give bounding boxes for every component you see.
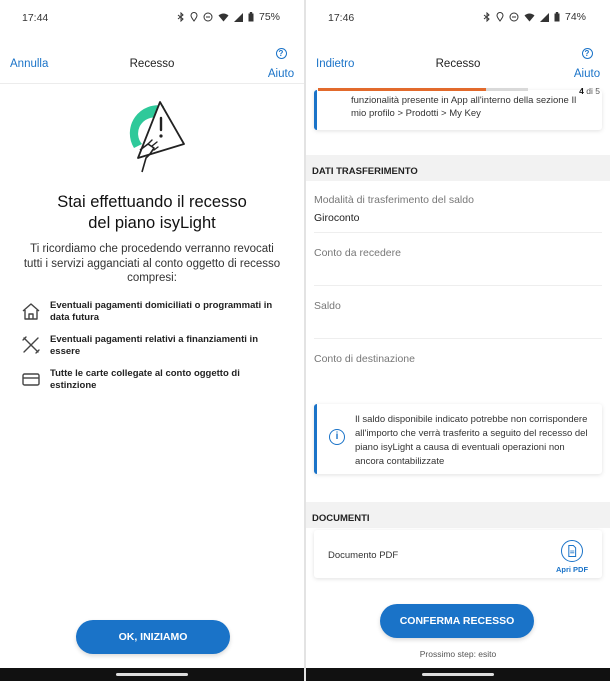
battery-icon bbox=[554, 12, 560, 22]
field-destination-account bbox=[314, 353, 602, 365]
feature-text: Eventuali pagamenti relativi a finanziamenti in essere bbox=[50, 334, 258, 357]
minus-circle-icon bbox=[203, 12, 213, 22]
help-icon: ? bbox=[276, 48, 287, 59]
wifi-icon bbox=[218, 13, 229, 22]
help-label: Aiuto bbox=[267, 68, 295, 80]
step-total: di 5 bbox=[586, 86, 600, 96]
card-icon bbox=[20, 368, 42, 390]
field-label: Saldo bbox=[314, 300, 341, 312]
status-icons bbox=[177, 11, 280, 23]
step-current: 4 bbox=[579, 86, 584, 96]
confirm-withdrawal-button[interactable]: CONFERMA RECESSO bbox=[380, 604, 534, 638]
status-time: 17:46 bbox=[328, 12, 355, 24]
location-icon bbox=[496, 12, 504, 22]
feature-item bbox=[20, 300, 284, 324]
wifi-icon bbox=[524, 13, 535, 22]
open-pdf-label: Apri PDF bbox=[555, 565, 589, 574]
field-divider bbox=[314, 232, 602, 233]
feature-text: Tutte le carte collegate al conto oggetto di estinzione bbox=[50, 368, 240, 391]
intro-title-line2: del piano isyLight bbox=[88, 214, 216, 232]
system-nav-bar bbox=[306, 668, 610, 681]
warning-illustration bbox=[124, 98, 188, 178]
intro-title-line1: Stai effettuando il recesso bbox=[57, 193, 247, 211]
document-card bbox=[314, 530, 602, 578]
nav-bar bbox=[0, 36, 304, 84]
home-indicator[interactable] bbox=[116, 673, 188, 676]
battery-icon bbox=[248, 12, 254, 22]
field-divider bbox=[314, 285, 602, 286]
bluetooth-icon bbox=[177, 12, 185, 22]
progress-fill bbox=[318, 88, 486, 91]
house-icon bbox=[20, 300, 42, 322]
system-nav-bar bbox=[0, 668, 304, 681]
minus-circle-icon bbox=[509, 12, 519, 22]
battery-level: 74% bbox=[564, 11, 586, 23]
field-label: Modalità di trasferimento del saldo bbox=[314, 194, 474, 206]
page-title: Recesso bbox=[129, 58, 175, 70]
field-divider bbox=[314, 338, 602, 339]
status-icons bbox=[483, 11, 586, 23]
info-top-text: funzionalità presente in App all'interno della sezione Il mio profilo > Prodotti > My Key bbox=[351, 95, 577, 119]
field-account-to-close bbox=[314, 247, 602, 259]
status-time: 17:44 bbox=[22, 12, 49, 24]
nav-bar bbox=[306, 36, 610, 84]
back-button[interactable]: Indietro bbox=[316, 58, 355, 70]
intro-title bbox=[20, 192, 284, 234]
home-indicator[interactable] bbox=[422, 673, 494, 676]
field-label: Conto da recedere bbox=[314, 247, 401, 259]
field-transfer-mode bbox=[314, 194, 602, 224]
open-pdf-button[interactable] bbox=[552, 540, 592, 574]
start-button[interactable]: OK, INIZIAMO bbox=[76, 620, 230, 654]
section-documents: DOCUMENTI bbox=[306, 502, 610, 528]
help-icon: ? bbox=[582, 48, 593, 59]
signal-icon bbox=[234, 13, 243, 22]
cancel-button[interactable]: Annulla bbox=[10, 58, 49, 70]
status-bar bbox=[306, 0, 610, 36]
section-transfer: DATI TRASFERIMENTO bbox=[306, 155, 610, 181]
intro-subtitle: Ti ricordiamo che procedendo verranno revocati tutti i servizi agganciati al conto oggetto di recesso compresi: bbox=[23, 243, 281, 284]
tools-icon bbox=[20, 334, 42, 356]
progress-bar bbox=[318, 88, 528, 91]
pdf-icon bbox=[561, 540, 583, 562]
status-bar bbox=[0, 0, 304, 36]
screen-transfer bbox=[306, 0, 610, 681]
battery-level: 75% bbox=[258, 11, 280, 23]
page-title: Recesso bbox=[435, 58, 481, 70]
info-card-balance-note bbox=[314, 404, 602, 474]
feature-item bbox=[20, 334, 284, 358]
feature-item bbox=[20, 368, 284, 392]
feature-text: Eventuali pagamenti domiciliati o programmati in data futura bbox=[50, 300, 273, 323]
signal-icon bbox=[540, 13, 549, 22]
help-label: Aiuto bbox=[573, 68, 601, 80]
bluetooth-icon bbox=[483, 12, 491, 22]
info-card-top bbox=[314, 90, 602, 130]
screen-intro bbox=[0, 0, 304, 681]
field-value: Giroconto bbox=[314, 212, 360, 224]
info-note-text: Il saldo disponibile indicato potrebbe non corrispondere all'importo che verrà trasferito a seguito del recesso del piano isyLight a causa di eventuali operazioni non ancora contabilizzate bbox=[355, 414, 588, 467]
field-balance bbox=[314, 300, 602, 312]
help-button[interactable] bbox=[572, 48, 602, 82]
field-label: Conto di destinazione bbox=[314, 353, 415, 365]
step-indicator bbox=[579, 86, 600, 96]
info-icon: i bbox=[329, 429, 345, 445]
help-button[interactable] bbox=[266, 48, 296, 82]
document-name: Documento PDF bbox=[328, 550, 399, 561]
location-icon bbox=[190, 12, 198, 22]
next-step-text: Prossimo step: esito bbox=[419, 649, 497, 659]
